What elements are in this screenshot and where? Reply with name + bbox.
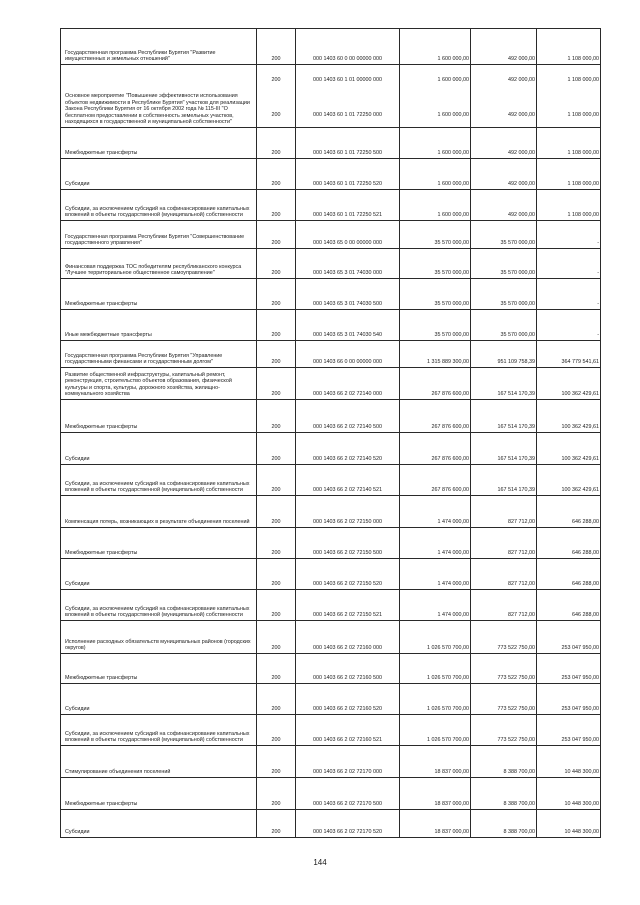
row-plan: 267 876 600,00 bbox=[400, 400, 471, 433]
table-row bbox=[61, 810, 601, 838]
row-code: 200 bbox=[257, 128, 296, 159]
row-executed: 35 570 000,00 bbox=[471, 310, 537, 341]
row-rest: 10 448 300,00 bbox=[537, 778, 601, 810]
row-plan: 267 876 600,00 bbox=[400, 465, 471, 496]
row-name: Государственная программа Республики Бурятия "Управление государственными финансами и государственным долгом" bbox=[61, 341, 257, 368]
row-rest: 646 288,00 bbox=[537, 528, 601, 559]
row-plan: 1 026 570 700,00 bbox=[400, 621, 471, 654]
row-kbk: 000 1403 66 2 02 72150 500 bbox=[296, 528, 400, 559]
table-row bbox=[61, 496, 601, 528]
row-kbk: 000 1403 66 2 02 72170 500 bbox=[296, 778, 400, 810]
row-executed: 773 522 750,00 bbox=[471, 715, 537, 746]
row-name: Субсидии bbox=[61, 159, 257, 190]
table-row bbox=[61, 528, 601, 559]
row-code: 200 bbox=[257, 310, 296, 341]
row-executed: 167 514 170,39 bbox=[471, 368, 537, 400]
row-code: 200 bbox=[257, 465, 296, 496]
row-code: 200 bbox=[257, 221, 296, 249]
table-row bbox=[61, 684, 601, 715]
row-rest: - bbox=[537, 279, 601, 310]
row-plan-upper: 1 600 000,00 bbox=[437, 77, 469, 83]
row-code-lower: 200 bbox=[271, 111, 281, 118]
row-code: 200 bbox=[257, 559, 296, 590]
row-plan: 1 474 000,00 bbox=[400, 590, 471, 621]
table-row bbox=[61, 341, 601, 368]
row-plan: 18 837 000,00 bbox=[400, 778, 471, 810]
row-rest: 1 108 000,00 bbox=[537, 159, 601, 190]
row-kbk: 000 1403 65 0 00 00000 000 bbox=[296, 221, 400, 249]
table-row bbox=[61, 746, 601, 778]
row-rest: 253 047 950,00 bbox=[537, 654, 601, 684]
row-rest: - bbox=[537, 249, 601, 279]
row-executed: 827 712,00 bbox=[471, 559, 537, 590]
row-rest bbox=[537, 65, 601, 128]
row-executed bbox=[471, 65, 537, 128]
row-plan: 1 315 889 300,00 bbox=[400, 341, 471, 368]
row-plan: 1 026 570 700,00 bbox=[400, 715, 471, 746]
row-plan: 1 474 000,00 bbox=[400, 559, 471, 590]
row-name: Межбюджетные трансферты bbox=[61, 279, 257, 310]
row-executed: 35 570 000,00 bbox=[471, 249, 537, 279]
table-row bbox=[61, 128, 601, 159]
table-row bbox=[61, 621, 601, 654]
row-rest: 1 108 000,00 bbox=[537, 190, 601, 221]
row-rest: 10 448 300,00 bbox=[537, 746, 601, 778]
row-executed: 773 522 750,00 bbox=[471, 621, 537, 654]
row-name: Субсидии, за исключением субсидий на софинансирование капитальных вложений в объекты государственной (муниципальной) собственности bbox=[61, 190, 257, 221]
row-code: 200 bbox=[257, 621, 296, 654]
row-rest: 364 779 541,61 bbox=[537, 341, 601, 368]
row-executed: 492 000,00 bbox=[471, 159, 537, 190]
row-name: Межбюджетные трансферты bbox=[61, 778, 257, 810]
row-plan: 1 026 570 700,00 bbox=[400, 654, 471, 684]
row-name: Иные межбюджетные трансферты bbox=[61, 310, 257, 341]
row-executed: 773 522 750,00 bbox=[471, 654, 537, 684]
row-kbk: 000 1403 66 0 00 00000 000 bbox=[296, 341, 400, 368]
row-code: 200 bbox=[257, 496, 296, 528]
table-row bbox=[61, 590, 601, 621]
row-kbk bbox=[296, 65, 400, 128]
row-name: Субсидии, за исключением субсидий на софинансирование капитальных вложений в объекты государственной (муниципальной) собственности bbox=[61, 715, 257, 746]
row-plan: 35 570 000,00 bbox=[400, 279, 471, 310]
row-executed: 167 514 170,39 bbox=[471, 433, 537, 465]
row-code: 200 bbox=[257, 590, 296, 621]
row-name: Межбюджетные трансферты bbox=[61, 528, 257, 559]
row-plan: 35 570 000,00 bbox=[400, 310, 471, 341]
table-row bbox=[61, 433, 601, 465]
row-code: 200 bbox=[257, 654, 296, 684]
row-kbk: 000 1403 66 2 02 72150 521 bbox=[296, 590, 400, 621]
row-kbk: 000 1403 66 2 02 72140 500 bbox=[296, 400, 400, 433]
row-plan: 267 876 600,00 bbox=[400, 433, 471, 465]
row-name: Субсидии, за исключением субсидий на софинансирование капитальных вложений в объекты государственной (муниципальной) собственности bbox=[61, 465, 257, 496]
row-name: Межбюджетные трансферты bbox=[61, 128, 257, 159]
table-row bbox=[61, 559, 601, 590]
row-name: Субсидии bbox=[61, 559, 257, 590]
row-executed: 492 000,00 bbox=[471, 128, 537, 159]
row-code: 200 bbox=[257, 715, 296, 746]
row-kbk: 000 1403 60 0 00 00000 000 bbox=[296, 29, 400, 65]
row-rest: 646 288,00 bbox=[537, 559, 601, 590]
row-kbk: 000 1403 66 2 02 72150 000 bbox=[296, 496, 400, 528]
row-code: 200 bbox=[257, 778, 296, 810]
table-row bbox=[61, 400, 601, 433]
row-rest: 100 362 429,61 bbox=[537, 368, 601, 400]
row-code: 200 bbox=[257, 528, 296, 559]
row-plan: 1 600 000,00 bbox=[400, 159, 471, 190]
row-code: 200 bbox=[257, 684, 296, 715]
row-executed-upper: 492 000,00 bbox=[508, 77, 535, 83]
row-name: Основное мероприятие "Повышение эффективности использования объектов недвижимости в Республике Бурятия" участков для реализации Закона Республики Бурятия от 16 октября 2002 года № 115-III "О бесплатном предоставлении в собственность земельных участков, находящихся в государственной и муниципальной собственности" bbox=[61, 65, 257, 128]
row-kbk: 000 1403 60 1 01 72250 520 bbox=[296, 159, 400, 190]
row-rest-lower: 1 108 000,00 bbox=[567, 111, 599, 118]
row-kbk: 000 1403 66 2 02 72140 520 bbox=[296, 433, 400, 465]
row-code: 200 bbox=[257, 746, 296, 778]
row-plan: 267 876 600,00 bbox=[400, 368, 471, 400]
row-executed: 8 388 700,00 bbox=[471, 778, 537, 810]
table-row bbox=[61, 310, 601, 341]
row-executed: 827 712,00 bbox=[471, 496, 537, 528]
row-rest: - bbox=[537, 221, 601, 249]
row-name: Межбюджетные трансферты bbox=[61, 654, 257, 684]
row-rest: 1 108 000,00 bbox=[537, 128, 601, 159]
table-row bbox=[61, 715, 601, 746]
row-kbk: 000 1403 66 2 02 72150 520 bbox=[296, 559, 400, 590]
row-executed: 35 570 000,00 bbox=[471, 221, 537, 249]
row-kbk: 000 1403 66 2 02 72170 520 bbox=[296, 810, 400, 838]
row-kbk: 000 1403 60 1 01 72250 500 bbox=[296, 128, 400, 159]
table-row bbox=[61, 465, 601, 496]
table-row bbox=[61, 29, 601, 65]
row-kbk: 000 1403 66 2 02 72160 521 bbox=[296, 715, 400, 746]
row-kbk: 000 1403 66 2 02 72160 520 bbox=[296, 684, 400, 715]
row-plan: 1 600 000,00 bbox=[400, 29, 471, 65]
row-rest: 100 362 429,61 bbox=[537, 465, 601, 496]
row-rest: - bbox=[537, 310, 601, 341]
row-name: Межбюджетные трансферты bbox=[61, 400, 257, 433]
row-rest: 100 362 429,61 bbox=[537, 400, 601, 433]
row-rest: 253 047 950,00 bbox=[537, 621, 601, 654]
table-row bbox=[61, 221, 601, 249]
row-code: 200 bbox=[257, 341, 296, 368]
row-kbk: 000 1403 65 3 01 74030 000 bbox=[296, 249, 400, 279]
row-executed: 951 109 758,39 bbox=[471, 341, 537, 368]
row-name: Субсидии bbox=[61, 684, 257, 715]
row-plan-lower: 1 600 000,00 bbox=[437, 111, 469, 118]
row-plan bbox=[400, 65, 471, 128]
row-code bbox=[257, 65, 296, 128]
row-executed: 167 514 170,39 bbox=[471, 465, 537, 496]
row-code: 200 bbox=[257, 400, 296, 433]
row-rest: 10 448 300,00 bbox=[537, 810, 601, 838]
row-name: Государственная программа Республики Бурятия "Развитие имущественных и земельных отношений" bbox=[61, 29, 257, 65]
table-row bbox=[61, 778, 601, 810]
row-name: Субсидии bbox=[61, 433, 257, 465]
row-executed: 167 514 170,39 bbox=[471, 400, 537, 433]
table-row bbox=[61, 654, 601, 684]
row-name: Субсидии bbox=[61, 810, 257, 838]
row-kbk-lower: 000 1403 60 1 01 72250 000 bbox=[313, 111, 382, 118]
row-executed: 492 000,00 bbox=[471, 29, 537, 65]
row-name: Стимулирование объединения поселений bbox=[61, 746, 257, 778]
table-row bbox=[61, 65, 601, 128]
row-kbk: 000 1403 66 2 02 72160 500 bbox=[296, 654, 400, 684]
row-executed: 35 570 000,00 bbox=[471, 279, 537, 310]
row-plan: 1 474 000,00 bbox=[400, 496, 471, 528]
table-row bbox=[61, 368, 601, 400]
budget-execution-table bbox=[60, 28, 601, 838]
row-executed: 8 388 700,00 bbox=[471, 810, 537, 838]
row-rest: 646 288,00 bbox=[537, 590, 601, 621]
row-kbk: 000 1403 65 3 01 74030 540 bbox=[296, 310, 400, 341]
row-code: 200 bbox=[257, 190, 296, 221]
row-code-upper: 200 bbox=[271, 77, 281, 83]
row-executed: 773 522 750,00 bbox=[471, 684, 537, 715]
table-row bbox=[61, 249, 601, 279]
page-number: 144 bbox=[313, 858, 327, 867]
row-plan: 35 570 000,00 bbox=[400, 221, 471, 249]
row-kbk: 000 1403 66 2 02 72140 000 bbox=[296, 368, 400, 400]
row-rest: 100 362 429,61 bbox=[537, 433, 601, 465]
row-code: 200 bbox=[257, 433, 296, 465]
row-kbk: 000 1403 66 2 02 72160 000 bbox=[296, 621, 400, 654]
row-plan: 18 837 000,00 bbox=[400, 746, 471, 778]
row-code: 200 bbox=[257, 249, 296, 279]
row-name: Финансовая поддержка ТОС победителям республиканского конкурса "Лучшее территориальное общественное самоуправление" bbox=[61, 249, 257, 279]
row-code: 200 bbox=[257, 279, 296, 310]
row-name: Субсидии, за исключением субсидий на софинансирование капитальных вложений в объекты государственной (муниципальной) собственности bbox=[61, 590, 257, 621]
row-name: Государственная программа Республики Бурятия "Совершенствование государственного управления" bbox=[61, 221, 257, 249]
row-kbk: 000 1403 66 2 02 72140 521 bbox=[296, 465, 400, 496]
row-executed: 827 712,00 bbox=[471, 590, 537, 621]
row-rest: 253 047 950,00 bbox=[537, 715, 601, 746]
row-code: 200 bbox=[257, 368, 296, 400]
row-code: 200 bbox=[257, 159, 296, 190]
row-kbk: 000 1403 65 3 01 74030 500 bbox=[296, 279, 400, 310]
row-rest: 646 288,00 bbox=[537, 496, 601, 528]
row-kbk-upper: 000 1403 60 1 01 00000 000 bbox=[313, 77, 382, 83]
row-kbk: 000 1403 66 2 02 72170 000 bbox=[296, 746, 400, 778]
row-rest: 253 047 950,00 bbox=[537, 684, 601, 715]
row-code: 200 bbox=[257, 810, 296, 838]
row-plan: 1 600 000,00 bbox=[400, 128, 471, 159]
table-row bbox=[61, 159, 601, 190]
row-kbk: 000 1403 60 1 01 72250 521 bbox=[296, 190, 400, 221]
row-plan: 1 474 000,00 bbox=[400, 528, 471, 559]
row-plan: 18 837 000,00 bbox=[400, 810, 471, 838]
row-plan: 1 026 570 700,00 bbox=[400, 684, 471, 715]
row-plan: 35 570 000,00 bbox=[400, 249, 471, 279]
row-executed: 492 000,00 bbox=[471, 190, 537, 221]
row-name: Исполнение расходных обязательств муниципальных районов (городских округов) bbox=[61, 621, 257, 654]
row-name: Развитие общественной инфраструктуры, капитальный ремонт, реконструкция, строительство объектов образования, физической культуры и спорта, культуры, дорожного хозяйства, жилищно-коммунального хозяйства bbox=[61, 368, 257, 400]
row-code: 200 bbox=[257, 29, 296, 65]
row-plan: 1 600 000,00 bbox=[400, 190, 471, 221]
row-executed: 8 388 700,00 bbox=[471, 746, 537, 778]
row-rest: 1 108 000,00 bbox=[537, 29, 601, 65]
row-name: Компенсация потерь, возникающих в результате объединения поселений bbox=[61, 496, 257, 528]
row-rest-upper: 1 108 000,00 bbox=[567, 77, 599, 83]
row-executed-lower: 492 000,00 bbox=[508, 111, 535, 118]
table-row bbox=[61, 279, 601, 310]
table-row bbox=[61, 190, 601, 221]
row-executed: 827 712,00 bbox=[471, 528, 537, 559]
